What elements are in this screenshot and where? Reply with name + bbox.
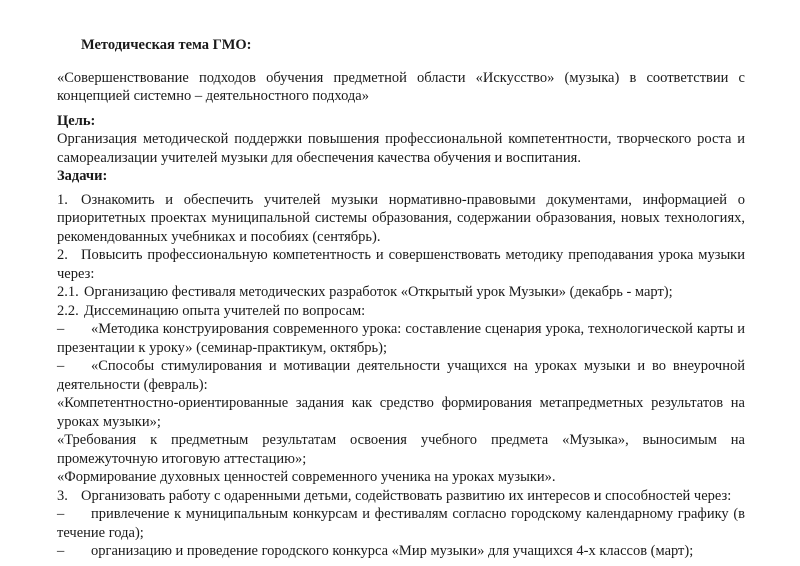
- task-text: «Методика конструирования современного урока: составление сценария урока, технологической карты и презентации к уроку» (семинар-практикум, октябрь);: [57, 321, 745, 356]
- task-marker: 2.1.: [57, 284, 79, 300]
- task-marker: –: [57, 358, 65, 374]
- task-text: привлечение к муниципальным конкурсам и фестивалям согласно городскому календарному графику (в течение года);: [57, 506, 745, 541]
- tasks-label: Задачи:: [57, 168, 108, 184]
- task-text: организацию и проведение городского конкурса «Мир музыки» для учащихся 4-х классов (март);: [91, 543, 694, 559]
- task-item: [57, 191, 745, 247]
- task-item: [57, 487, 745, 506]
- doc-heading: Методическая тема ГМО:: [81, 37, 252, 53]
- task-text: «Компетентностно-ориентированные задания как средство формирования метапредметных результатов на уроках музыки»;: [57, 395, 745, 430]
- task-marker: 2.2.: [57, 302, 79, 319]
- goal-paragraph: Организация методической поддержки повышения профессиональной компетентности, творческого роста и самореализации учителей музыки для обеспечения качества обучения и воспитания.: [57, 131, 745, 166]
- task-text: Ознакомить и обеспечить учителей музыки нормативно-правовыми документами, информацией о приоритетных проектах муниципальной системы образования, содержании образования, новых технологиях, рекомендованных учебниках и пособиях (сентябрь).: [57, 191, 745, 245]
- task-marker: –: [57, 543, 65, 559]
- task-text: Диссеминацию опыта учителей по вопросам:: [84, 302, 366, 319]
- task-marker: 1.: [57, 191, 68, 208]
- task-text: «Требования к предметным результатам освоения учебного предмета «Музыка», выносимым на промежуточную итоговую аттестацию»;: [57, 432, 745, 467]
- goal-label: Цель:: [57, 112, 96, 129]
- task-item: [57, 246, 745, 283]
- task-marker: 3.: [57, 487, 68, 504]
- task-marker: –: [57, 506, 65, 522]
- task-text: «Формирование духовных ценностей современного ученика на уроках музыки».: [57, 469, 556, 485]
- intro-paragraph: «Совершенствование подходов обучения предметной области «Искусство» (музыка) в соответствии с концепцией системно – деятельностного подхода»: [57, 69, 745, 104]
- document-content: [57, 36, 745, 561]
- task-marker: 2.: [57, 247, 68, 263]
- task-item: [57, 394, 745, 431]
- task-item: [57, 431, 745, 468]
- task-text: Организовать работу с одаренными детьми, содействовать развитию их интересов и способностей через:: [81, 487, 732, 504]
- task-item: [57, 283, 745, 302]
- task-text: Повысить профессиональную компетентность и совершенствовать методику преподавания урока музыки через:: [57, 247, 745, 282]
- task-item: [57, 542, 745, 561]
- task-marker: –: [57, 321, 65, 337]
- task-item: [57, 320, 745, 357]
- task-item: [57, 302, 745, 321]
- task-text: «Способы стимулирования и мотивации деятельности учащихся на уроках музыки и во внеурочной деятельности (февраль):: [57, 358, 745, 393]
- tasks-list: [57, 191, 745, 561]
- task-item: [57, 468, 745, 487]
- task-item: [57, 357, 745, 394]
- task-text: Организацию фестиваля методических разработок «Открытый урок Музыки» (декабрь - март);: [84, 284, 673, 300]
- task-item: [57, 505, 745, 542]
